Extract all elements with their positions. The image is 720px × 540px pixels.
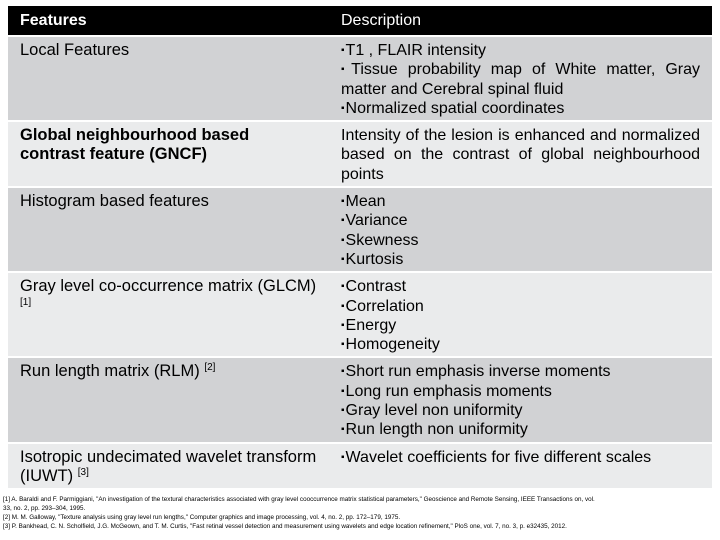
feature-cell <box>8 121 329 187</box>
bullet-item: ▪ Homogeneity <box>341 335 700 354</box>
table-row <box>8 443 712 490</box>
bullet-item: ▪ Gray level non uniformity <box>341 401 700 420</box>
feature-cell <box>8 357 329 442</box>
description-text: Intensity of the lesion is enhanced and normalized based on the contrast of global neighbourhood points <box>341 127 700 183</box>
description-cell <box>329 36 712 121</box>
feature-cell <box>8 187 329 272</box>
bullet-item: ▪ Energy <box>341 316 700 335</box>
description-cell <box>329 187 712 272</box>
feature-label: Gray level co-occurrence matrix (GLCM) <box>20 277 317 296</box>
description-cell <box>329 443 712 490</box>
citation-ref: [2] <box>204 362 216 374</box>
header-row <box>8 6 712 36</box>
table-row <box>8 36 712 121</box>
bullet-item: ▪ Wavelet coefficients for five different scales <box>341 448 700 467</box>
bullet-item: ▪ Run length non uniformity <box>341 420 700 439</box>
feature-label: Local Features <box>20 41 130 59</box>
bullet-item: ▪ Kurtosis <box>341 250 700 269</box>
bullet-item: ▪ Correlation <box>341 297 700 316</box>
bullet-item: ▪ T1 , FLAIR intensity <box>341 41 700 60</box>
references <box>3 495 717 531</box>
description-cell <box>329 357 712 442</box>
reference-item: [1] A. Baraldi and F. Parmiggiani, "An investigation of the textural characteristics associated with gray level cooccurrence matrix statistical parameters," Geoscience and Remote Sensing, IEEE Transactions on, vol. <box>3 496 595 503</box>
table-row <box>8 272 712 357</box>
citation-ref: [1] <box>20 296 32 308</box>
bullet-item: ▪ Variance <box>341 211 700 230</box>
reference-item: 33, no. 2, pp. 293–304, 1995. <box>3 505 86 512</box>
feature-label: Histogram based features <box>20 192 209 211</box>
reference-item: [2] M. M. Galloway, "Texture analysis using gray level run lengths," Computer graphics and image processing, vol. 4, no. 2, pp. 172–179, 1975. <box>3 514 401 521</box>
table-row <box>8 187 712 272</box>
table-row <box>8 357 712 442</box>
features-table <box>8 6 712 490</box>
bullet-item: ▪ Tissue probability map of White matter, Gray matter and Cerebral spinal fluid <box>341 60 700 99</box>
feature-cell <box>8 272 329 357</box>
feature-label: Isotropic undecimated wavelet transform (IUWT) <box>20 447 317 485</box>
feature-cell <box>8 443 329 490</box>
table-row <box>8 121 712 187</box>
bullet-item: ▪ Normalized spatial coordinates <box>341 99 700 118</box>
header-description: Description <box>329 6 712 36</box>
feature-cell <box>8 36 329 121</box>
feature-label: Run length matrix (RLM) <box>20 362 200 381</box>
description-cell <box>329 121 712 187</box>
bullet-item: ▪ Contrast <box>341 277 700 296</box>
bullet-item: ▪ Mean <box>341 192 700 211</box>
feature-label: Global neighbourhood based contrast feature (GNCF) <box>20 126 250 164</box>
citation-ref: [3] <box>77 466 89 478</box>
bullet-item: ▪ Skewness <box>341 231 700 250</box>
description-cell <box>329 272 712 357</box>
bullet-item: ▪ Long run emphasis moments <box>341 382 700 401</box>
bullet-item: ▪ Short run emphasis inverse moments <box>341 362 700 381</box>
header-features: Features <box>8 6 329 36</box>
reference-item: [3] P. Bankhead, C. N. Scholfield, J.G. McGeown, and T. M. Curtis, "Fast retinal vessel detection and measurement using wavelets and edge location refinement," PloS one, vol. 7, no. 3, p. e32435, 2012. <box>3 523 567 530</box>
